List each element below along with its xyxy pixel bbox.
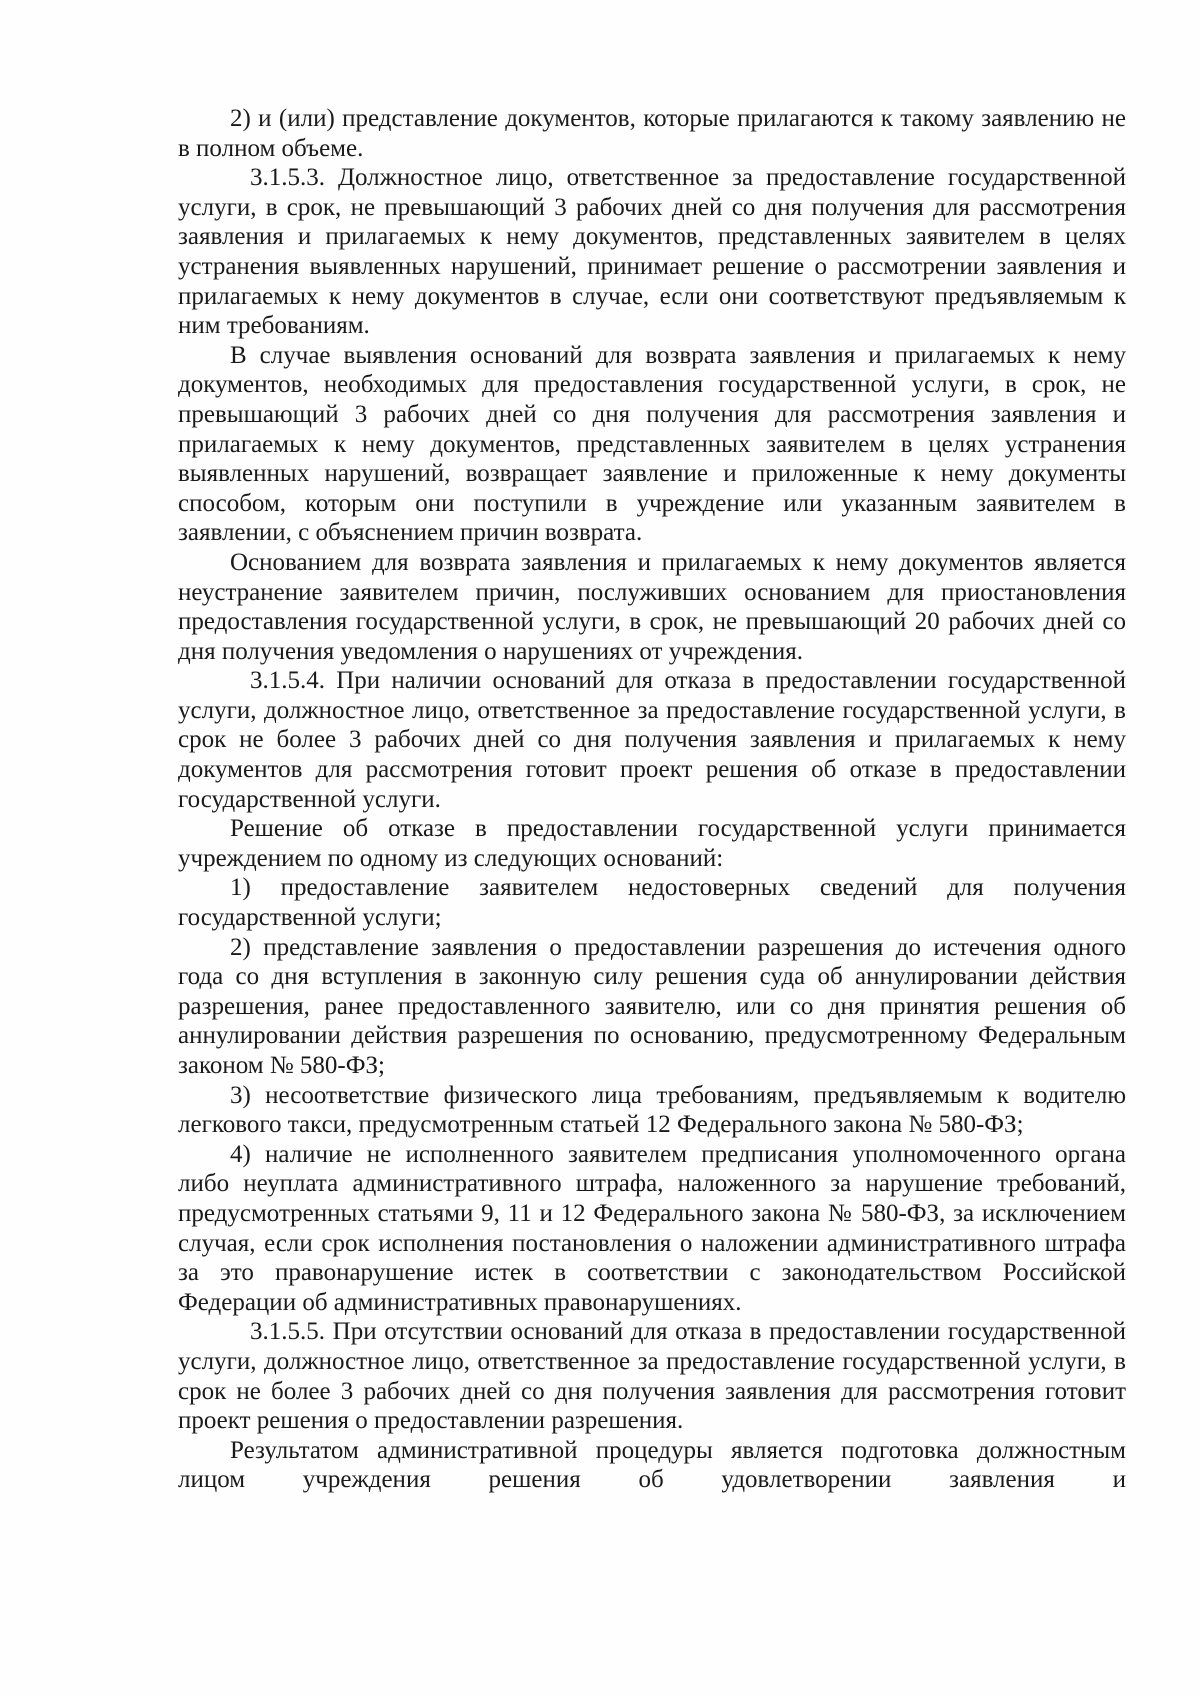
list-item-refusal-3: 3) несоответствие физического лица требованиям, предъявляемым к водителю легкового такси, предусмотренным статьей 12 Федерального закона № 580-ФЗ; — [178, 1081, 1126, 1139]
document-body — [178, 104, 1126, 1495]
paragraph-return-grounds: В случае выявления оснований для возврата заявления и прилагаемых к нему документов, необходимых для предоставления государственной услуги, в срок, не превышающий 3 рабочих дней со дня получения для рассмотрения заявления и прилагаемых к нему документов, представленных заявителем в целях устранения выявленных нарушений, возвращает заявление и приложенные к нему документы способом, которым они поступили в учреждение или указанным заявителем в заявлении, с объяснением причин возврата. — [178, 341, 1126, 547]
list-item-refusal-1: 1) предоставление заявителем недостоверных сведений для получения государственной услуги; — [178, 874, 1126, 932]
paragraph-3-1-5-5: 3.1.5.5. При отсутствии оснований для отказа в предоставлении государственной услуги, должностное лицо, ответственное за предоставление государственной услуги, в срок не более 3 рабочих дней со дня получения заявления для рассмотрения готовит проект решения о предоставлении разрешения. — [178, 1318, 1126, 1435]
list-item-refusal-4: 4) наличие не исполненного заявителем предписания уполномоченного органа либо неуплата административного штрафа, наложенного за нарушение требований, предусмотренных статьями 9, 11 и 12 Федерального закона № 580-ФЗ, за исключением случая, если срок исполнения постановления о наложении административного штрафа за это правонарушение истек в соответствии с законодательством Российской Федерации об административных правонарушениях. — [178, 1140, 1126, 1316]
paragraph-3-1-5-3: 3.1.5.3. Должностное лицо, ответственное за предоставление государственной услуги, в срок, не превышающий 3 рабочих дней со дня получения для рассмотрения заявления и прилагаемых к нему документов, представленных заявителем в целях устранения выявленных нарушений, принимает решение о рассмотрении заявления и прилагаемых к нему документов в случае, если они соответствуют предъявляемым к ним требованиям. — [178, 164, 1126, 340]
paragraph-item-2-incomplete-docs: 2) и (или) представление документов, которые прилагаются к такому заявлению не в полном объеме. — [178, 105, 1126, 162]
paragraph-procedure-result: Результатом административной процедуры является подготовка должностным лицом учреждения решения об удовлетворении заявления и — [178, 1436, 1126, 1494]
paragraph-3-1-5-4: 3.1.5.4. При наличии оснований для отказа в предоставлении государственной услуги, должностное лицо, ответственное за предоставление государственной услуги, в срок не более 3 рабочих дней со дня получения заявления и прилагаемых к нему документов для рассмотрения готовит проект решения об отказе в предоставлении государственной услуги. — [178, 667, 1126, 813]
list-item-refusal-2: 2) представление заявления о предоставлении разрешения до истечения одного года со дня вступления в законную силу решения суда об аннулировании действия разрешения, ранее предоставленного заявителю, или со дня принятия решения об аннулировании действия разрешения по основанию, предусмотренному Федеральным законом № 580-ФЗ; — [178, 933, 1126, 1079]
paragraph-return-basis: Основанием для возврата заявления и прилагаемых к нему документов является неустранение заявителем причин, послуживших основанием для приостановления предоставления государственной услуги, в срок, не превышающий 20 рабочих дней со дня получения уведомления о нарушениях от учреждения. — [178, 548, 1126, 665]
paragraph-refusal-decision: Решение об отказе в предоставлении государственной услуги принимается учреждением по одному из следующих оснований: — [178, 815, 1126, 872]
